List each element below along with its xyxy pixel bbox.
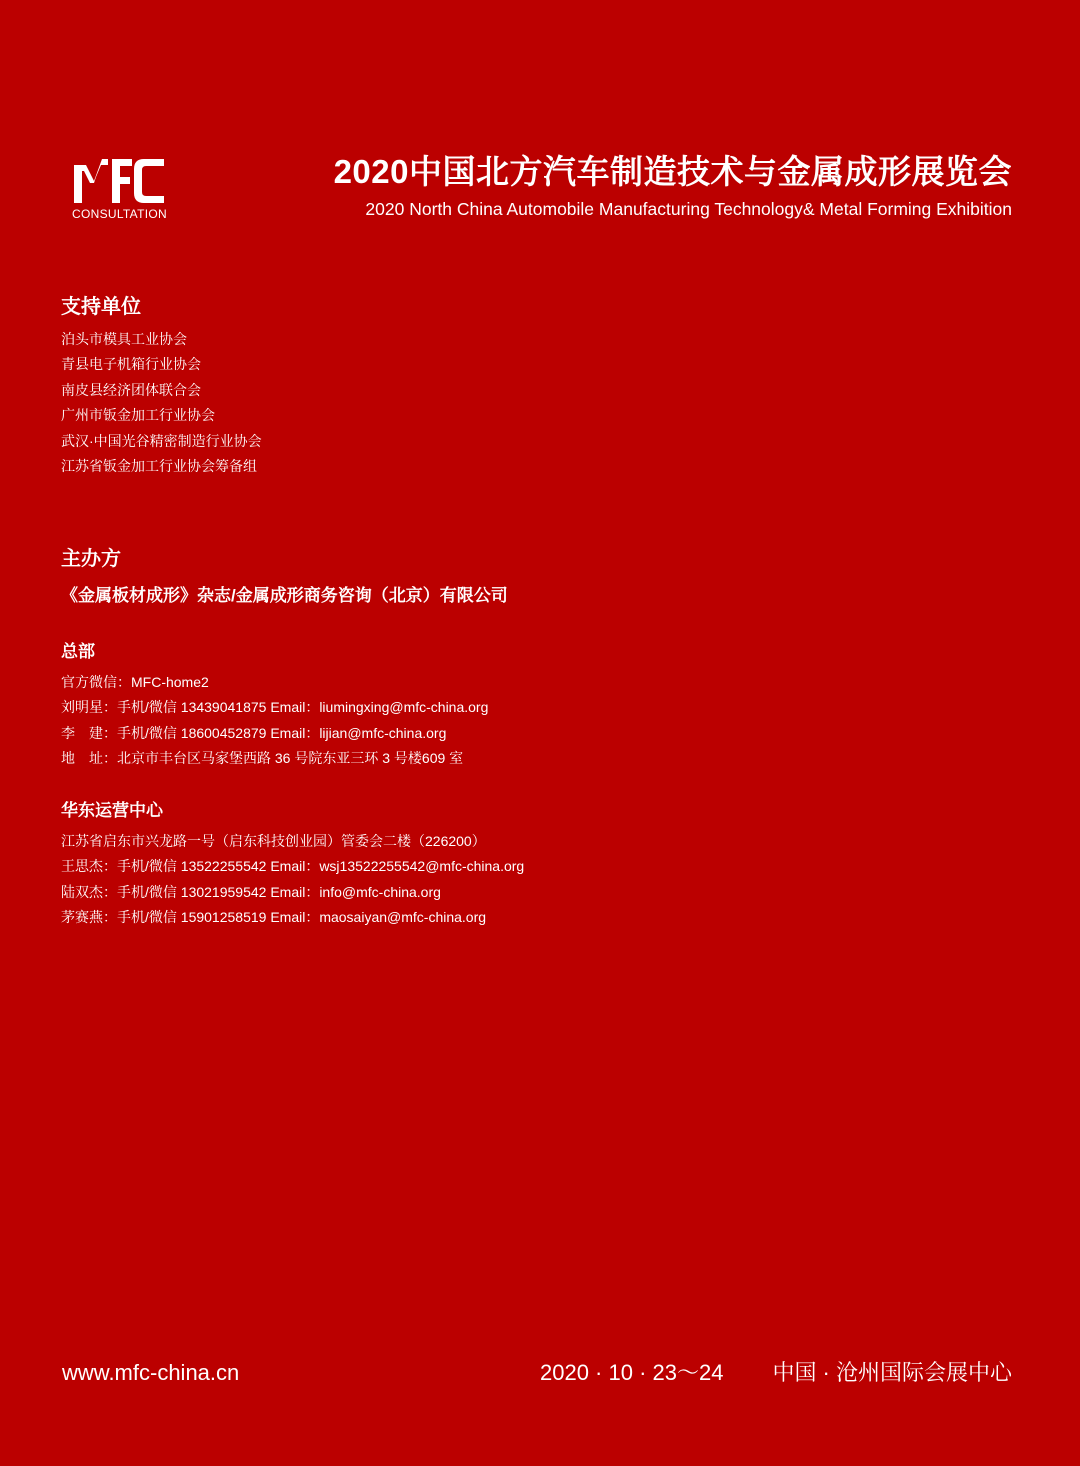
website-url: www.mfc-china.cn (62, 1360, 240, 1385)
support-item: 江苏省钣金加工行业协会筹备组 (61, 458, 257, 475)
support-item: 广州市钣金加工行业协会 (61, 407, 215, 424)
exhibition-date: 2020 · 10 · 23～24 (540, 1360, 724, 1385)
organizer-section (61, 545, 508, 609)
contact-line: 刘明星：手机/微信 13439041875 Email：liumingxing@mfc-china.org (61, 699, 489, 716)
title-chinese: 2020中国北方汽车制造技术与金属成形展览会 (333, 153, 1012, 190)
support-item: 武汉·中国光谷精密制造行业协会 (61, 432, 262, 449)
contact-line: 地 址：北京市丰台区马家堡西路 36 号院东亚三环 3 号楼609 室 (61, 750, 464, 767)
title-english: 2020 North China Automobile Manufacturing Technology& Metal Forming Exhibition (365, 199, 1012, 219)
logo-subtitle: CONSULTATION (72, 207, 167, 221)
organizer-heading: 主办方 (61, 548, 121, 570)
headquarters-heading: 总部 (61, 642, 95, 661)
support-item: 泊头市模具工业协会 (61, 331, 187, 347)
support-item: 南皮县经济团体联合会 (61, 381, 201, 398)
exhibition-title (334, 150, 1012, 222)
exhibition-venue: 中国 · 沧州国际会展中心 (772, 1360, 1012, 1385)
organizer-name: 《金属板材成形》杂志/金属成形商务咨询（北京）有限公司 (61, 586, 508, 605)
contact-line: 李 建：手机/微信 18600452879 Email：lijian@mfc-china.org (61, 724, 447, 741)
mfc-logo (70, 155, 170, 225)
contact-line: 官方微信：MFC-home2 (61, 674, 209, 690)
headquarters-contacts (61, 670, 488, 772)
east-china-contacts (61, 829, 524, 931)
support-units-section (61, 293, 262, 479)
mfc-logo-mark-icon (70, 155, 166, 207)
contact-line: 陆双杰：手机/微信 13021959542 Email：info@mfc-china.org (61, 883, 441, 900)
east-china-center-section (61, 799, 524, 931)
contact-line: 茅赛燕：手机/微信 15901258519 Email：maosaiyan@mfc-china.org (61, 909, 487, 926)
support-item: 青县电子机箱行业协会 (61, 356, 201, 373)
contact-line: 王思杰：手机/微信 13522255542 Email：wsj13522255542@mfc-china.org (61, 858, 525, 875)
headquarters-section (61, 640, 488, 772)
east-china-heading: 华东运营中心 (61, 801, 163, 820)
support-heading: 支持单位 (61, 296, 141, 318)
contact-line: 江苏省启东市兴龙路一号（启东科技创业园）管委会二楼（226200） (61, 833, 486, 849)
support-list (61, 327, 262, 479)
